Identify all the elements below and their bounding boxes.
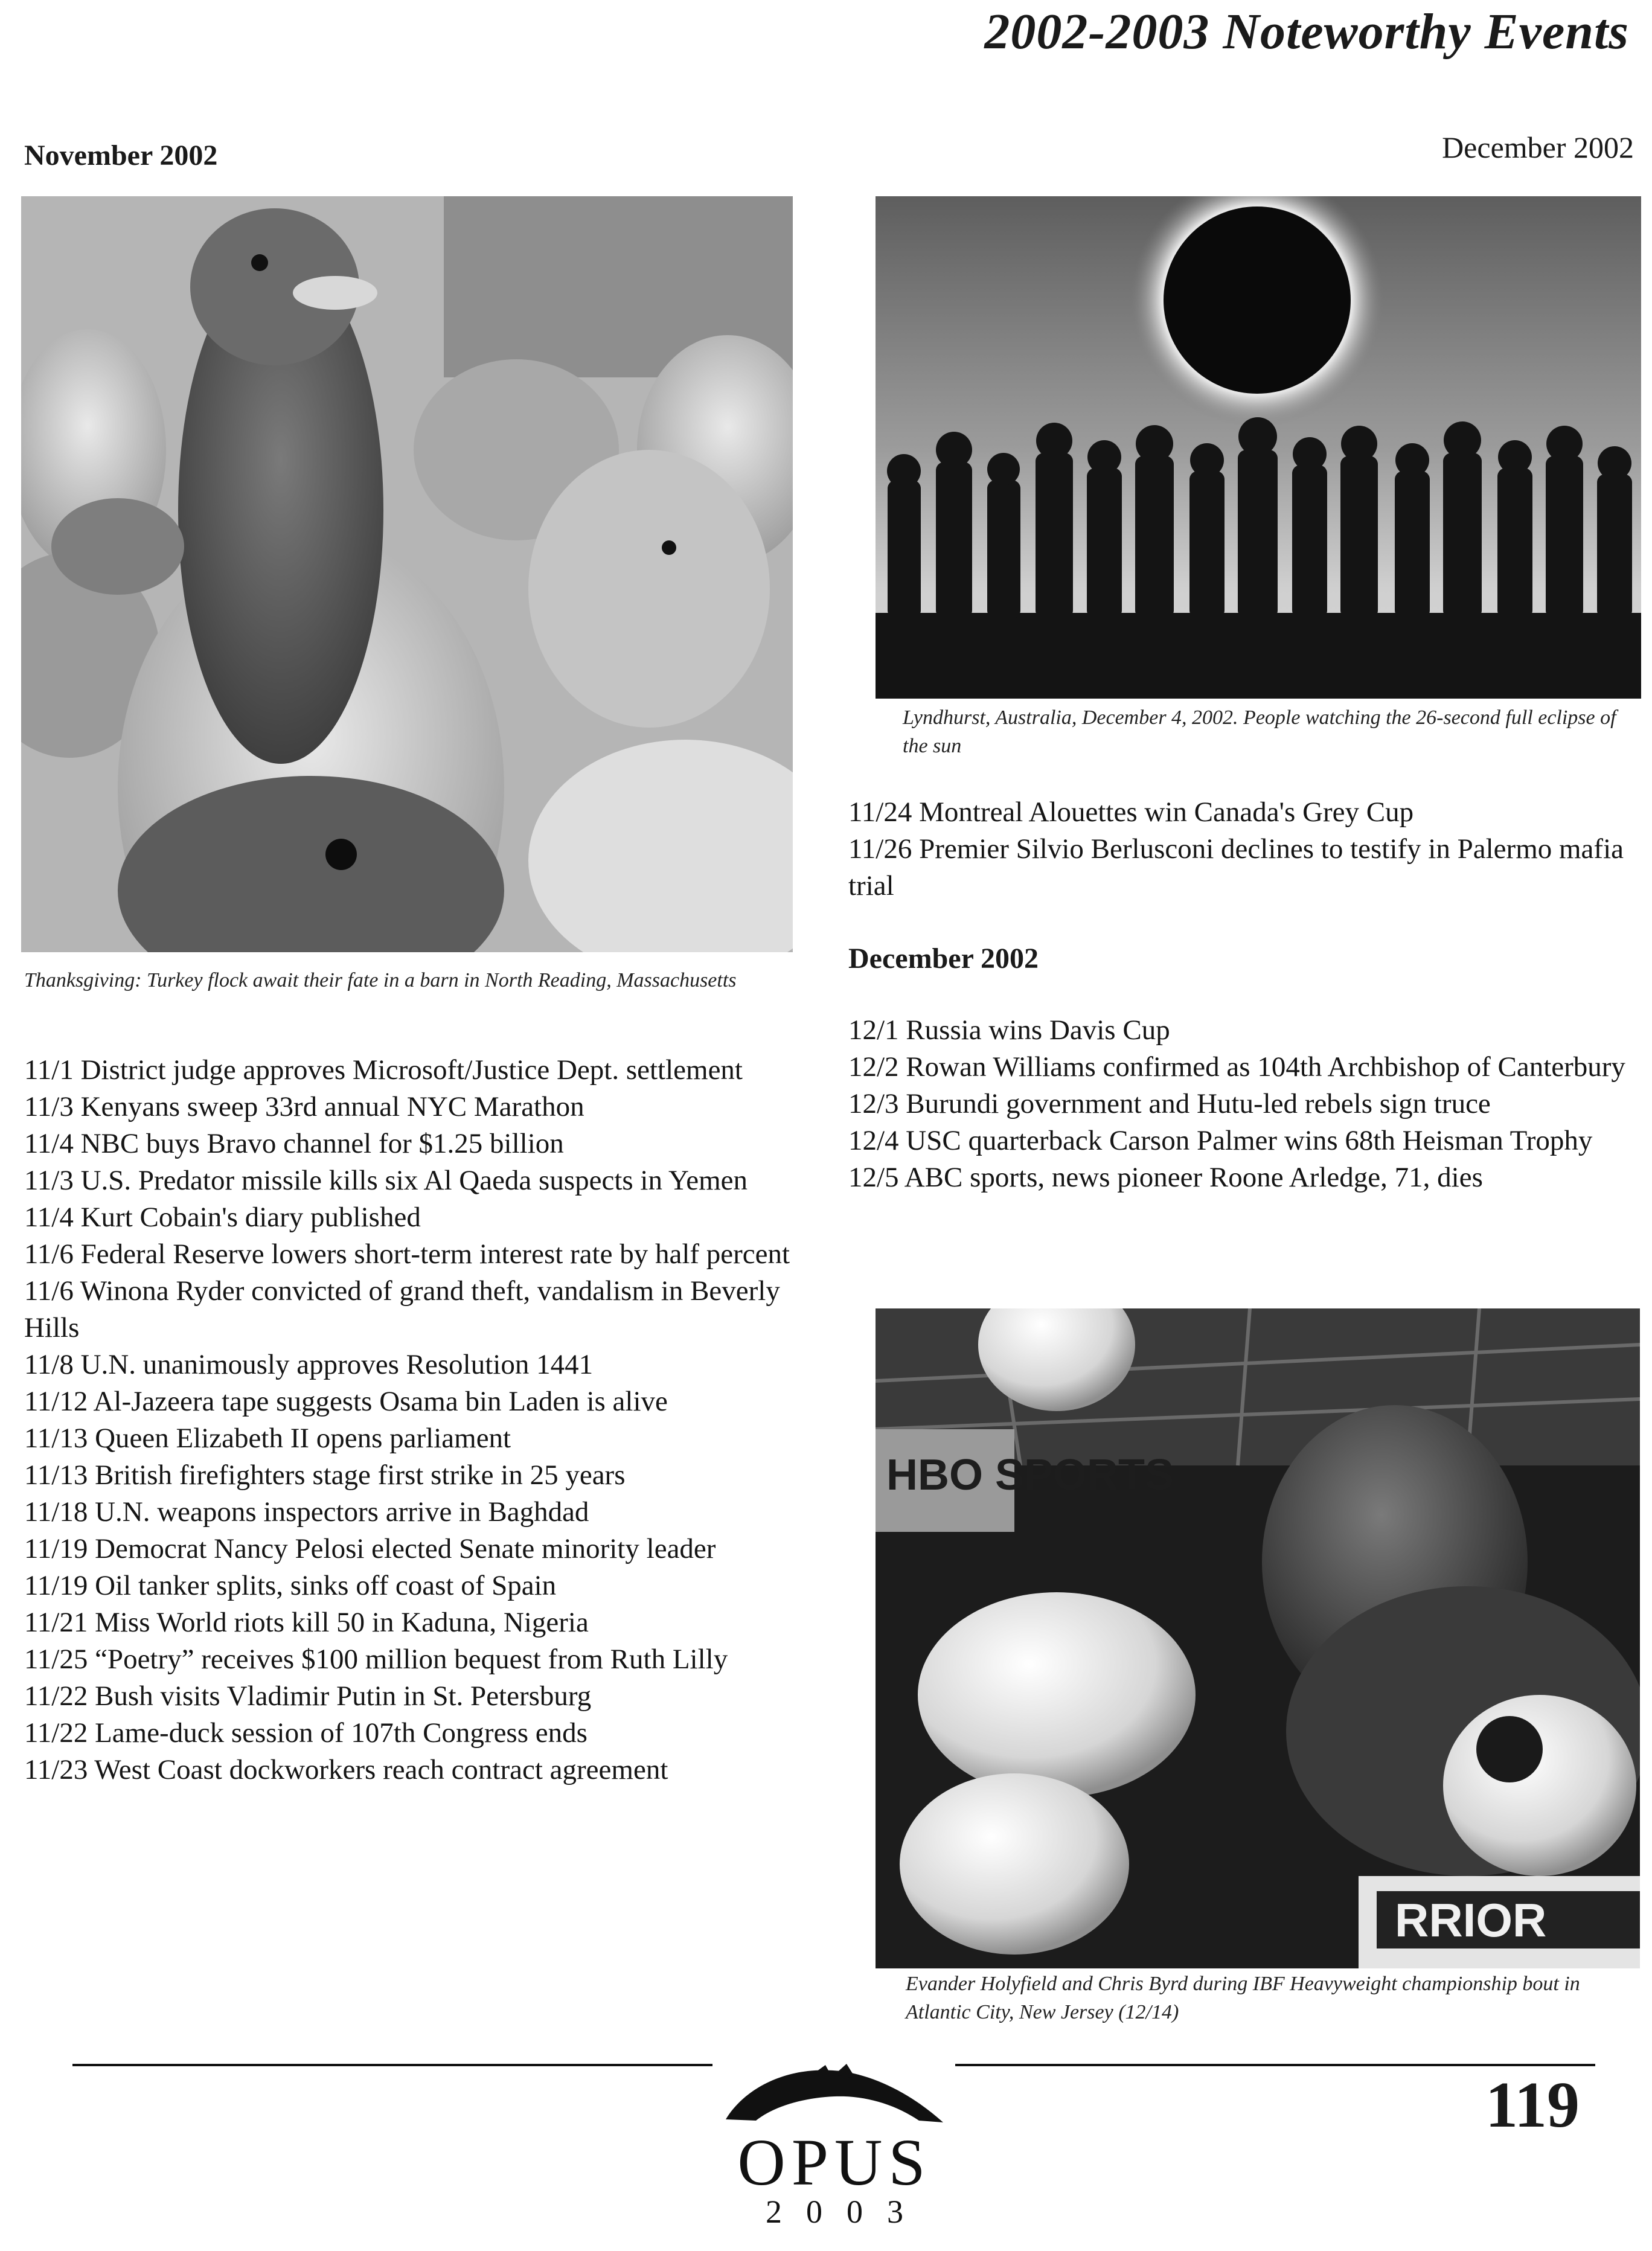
list-item: 12/2 Rowan Williams confirmed as 104th Archbishop of Canterbury xyxy=(848,1051,1625,1083)
solar-eclipse-photo xyxy=(876,196,1641,699)
list-item: 11/19 Oil tanker splits, sinks off coast of Spain xyxy=(24,1570,557,1601)
list-item: 11/13 Queen Elizabeth II opens parliament xyxy=(24,1423,511,1454)
list-item: 11/26 Premier Silvio Berlusconi declines to testify in Palermo mafia trial xyxy=(848,833,1624,901)
list-item: 12/3 Burundi government and Hutu-led rebels sign truce xyxy=(848,1088,1491,1119)
turkey-photo-illustration xyxy=(21,196,793,952)
list-item: 11/1 District judge approves Microsoft/Justice Dept. settlement xyxy=(24,1054,743,1086)
december-events-list xyxy=(848,1012,1633,1196)
november-events-continued-list xyxy=(848,794,1633,905)
list-item: 11/4 NBC buys Bravo channel for $1.25 billion xyxy=(24,1128,564,1159)
turkey-photo-caption: Thanksgiving: Turkey flock await their fate in a barn in North Reading, Massachusetts xyxy=(24,969,737,991)
list-item: 11/3 U.S. Predator missile kills six Al Qaeda suspects in Yemen xyxy=(24,1165,748,1196)
hbo-sports-banner: HBO SPORTS xyxy=(886,1451,1174,1499)
opus-logo xyxy=(714,2053,955,2234)
page-number: 119 xyxy=(1485,2069,1580,2141)
boxing-match-photo xyxy=(876,1308,1640,1968)
month-label-december: December 2002 xyxy=(1442,130,1634,164)
opus-logo-year: 2003 xyxy=(766,2194,927,2230)
opus-logo-word: OPUS xyxy=(737,2125,932,2199)
list-item: 11/24 Montreal Alouettes win Canada's Grey Cup xyxy=(848,796,1414,828)
list-item: 12/1 Russia wins Davis Cup xyxy=(848,1014,1170,1046)
eclipse-photo-caption: Lyndhurst, Australia, December 4, 2002. People watching the 26-second full eclipse of the sun xyxy=(903,706,1616,757)
boxing-photo-caption: Evander Holyfield and Chris Byrd during IBF Heavyweight championship bout in Atlantic City, New Jersey (12/14) xyxy=(906,1973,1580,2023)
list-item: 12/4 USC quarterback Carson Palmer wins 68th Heisman Trophy xyxy=(848,1125,1593,1156)
list-item: 11/6 Winona Ryder convicted of grand theft, vandalism in Beverly Hills xyxy=(24,1275,780,1343)
car-silhouette-icon xyxy=(720,2053,949,2131)
list-item: 11/19 Democrat Nancy Pelosi elected Senate minority leader xyxy=(24,1533,716,1564)
list-item: 11/4 Kurt Cobain's diary published xyxy=(24,1202,421,1233)
list-item: 11/12 Al-Jazeera tape suggests Osama bin Laden is alive xyxy=(24,1386,668,1417)
december-section-heading: December 2002 xyxy=(848,943,1039,975)
list-item: 11/23 West Coast dockworkers reach contract agreement xyxy=(24,1754,668,1785)
list-item: 11/21 Miss World riots kill 50 in Kaduna, Nigeria xyxy=(24,1607,589,1638)
list-item: 12/5 ABC sports, news pioneer Roone Arledge, 71, dies xyxy=(848,1162,1483,1193)
turkey-flock-photo xyxy=(21,196,793,952)
list-item: 11/22 Lame-duck session of 107th Congress ends xyxy=(24,1717,587,1749)
list-item: 11/18 U.N. weapons inspectors arrive in Baghdad xyxy=(24,1496,589,1528)
eclipse-photo-illustration xyxy=(876,196,1641,699)
page-title: 2002-2003 Noteworthy Events xyxy=(984,4,1629,60)
list-item: 11/13 British firefighters stage first strike in 25 years xyxy=(24,1459,626,1491)
footer-rule-right xyxy=(955,2064,1595,2066)
list-item: 11/8 U.N. unanimously approves Resolution 1441 xyxy=(24,1349,594,1380)
list-item: 11/22 Bush visits Vladimir Putin in St. Petersburg xyxy=(24,1680,592,1712)
footer-rule-left xyxy=(72,2064,712,2066)
november-events-list xyxy=(24,1052,809,1788)
list-item: 11/3 Kenyans sweep 33rd annual NYC Marathon xyxy=(24,1091,584,1122)
trunks-lettering: RRIOR xyxy=(1395,1894,1547,1947)
month-label-november: November 2002 xyxy=(24,139,218,171)
list-item: 11/25 “Poetry” receives $100 million bequest from Ruth Lilly xyxy=(24,1644,728,1675)
boxing-photo-illustration xyxy=(876,1308,1640,1968)
list-item: 11/6 Federal Reserve lowers short-term interest rate by half percent xyxy=(24,1238,790,1270)
